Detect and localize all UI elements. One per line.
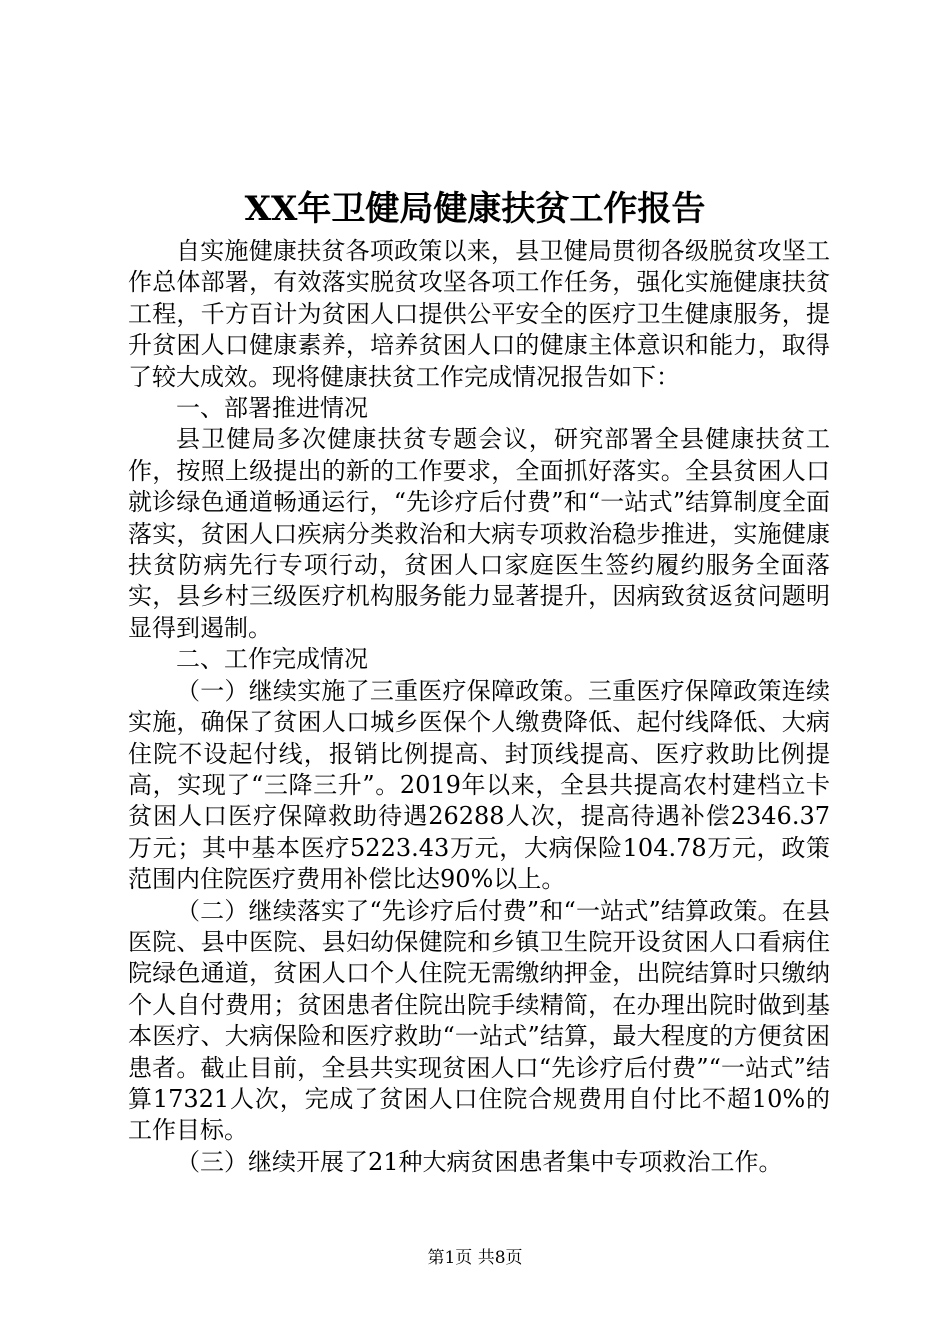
- page-footer: 第1页 共8页: [427, 1248, 523, 1268]
- section-heading-completion: 二、工作完成情况: [176, 645, 368, 674]
- paragraph-item-1: （一）继续实施了三重医疗保障政策。三重医疗保障政策连续实施，确保了贫困人口城乡医保个人缴费降低、起付线降低、大病住院不设起付线，报销比例提高、封顶线提高、医疗救助比例提高，实现了“三降三升”。2019年以来，全县共提高农村建档立卡贫困人口医疗保障救助待遇26288人次，提高待遇补偿2346.37万元；其中基本医疗5223.43万元，大病保险104.78万元，政策范围内住院医疗费用补偿比达90%以上。: [128, 676, 830, 894]
- paragraph-item-3: （三）继续开展了21种大病贫困患者集中专项救治工作。: [176, 1147, 783, 1176]
- paragraph-intro: 自实施健康扶贫各项政策以来，县卫健局贯彻各级脱贫攻坚工作总体部署，有效落实脱贫攻坚各项工作任务，强化实施健康扶贫工程，千方百计为贫困人口提供公平安全的医疗卫生健康服务，提升贫困人口健康素养，培养贫困人口的健康主体意识和能力，取得了较大成效。现将健康扶贫工作完成情况报告如下：: [128, 237, 830, 391]
- document-body: [128, 236, 830, 1178]
- paragraph-item-2: （二）继续落实了“先诊疗后付费”和“一站式”结算政策。在县医院、县中医院、县妇幼保健院和乡镇卫生院开设贫困人口看病住院绿色通道，贫困人口个人住院无需缴纳押金，出院结算时只缴纳个人自付费用；贫困患者住院出院手续精简，在办理出院时做到基本医疗、大病保险和医疗救助“一站式”结算，最大程度的方便贫困患者。截止目前，全县共实现贫困人口“先诊疗后付费”“一站式”结算17321人次，完成了贫困人口住院合规费用自付比不超10%的工作目标。: [128, 896, 830, 1145]
- paragraph-deployment: 县卫健局多次健康扶贫专题会议，研究部署全县健康扶贫工作，按照上级提出的新的工作要求，全面抓好落实。全县贫困人口就诊绿色通道畅通运行，“先诊疗后付费”和“一站式”结算制度全面落实，贫困人口疾病分类救治和大病专项救治稳步推进，实施健康扶贫防病先行专项行动，贫困人口家庭医生签约履约服务全面落实，县乡村三级医疗机构服务能力显著提升，因病致贫返贫问题明显得到遏制。: [128, 425, 830, 642]
- document-title: XX年卫健局健康扶贫工作报告: [244, 189, 706, 229]
- section-heading-deployment: 一、部署推进情况: [176, 394, 368, 423]
